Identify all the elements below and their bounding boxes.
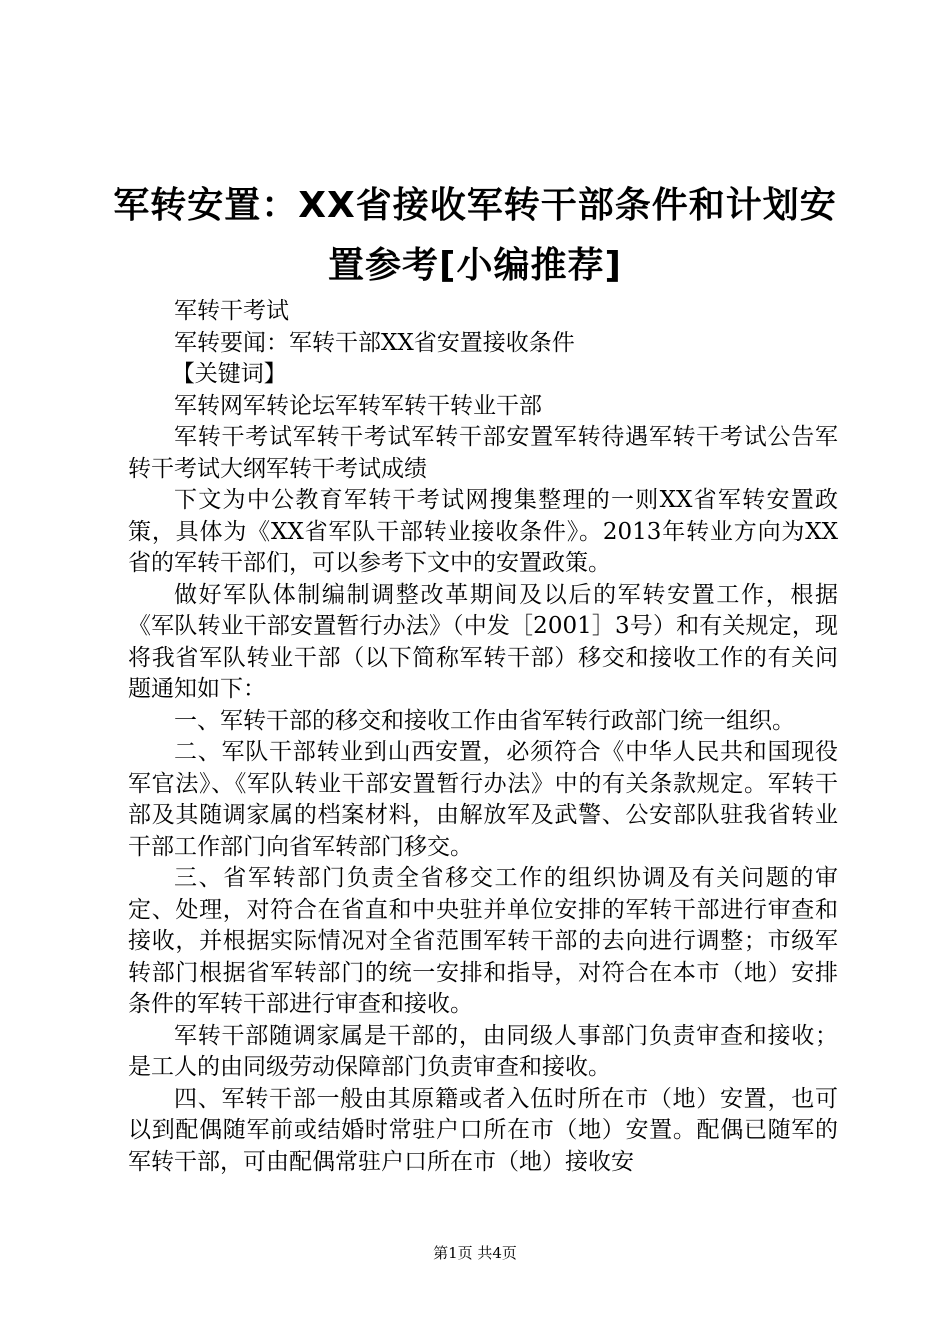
paragraph: 军转干部随调家属是干部的，由同级人事部门负责审查和接收；是工人的由同级劳动保障部门负责审查和接收。 — [128, 1022, 838, 1080]
paragraph: 军转要闻：军转干部XX省安置接收条件 — [174, 329, 575, 356]
document-title — [100, 176, 850, 296]
paragraph: 军转干考试军转干考试军转干部安置军转待遇军转干考试公告军转干考试大纲军转干考试成绩 — [128, 424, 838, 482]
paragraph: 三、省军转部门负责全省移交工作的组织协调及有关问题的审定、处理，对符合在省直和中央驻并单位安排的军转干部进行审查和接收，并根据实际情况对全省范围军转干部的去向进行调整；市级军转部门根据省军转部门的统一安排和指导，对符合在本市（地）安排条件的军转干部进行审查和接收。 — [128, 865, 838, 1017]
keyword-heading: 【关键词】 — [171, 361, 287, 387]
paragraph: 下文为中公教育军转干考试网搜集整理的一则XX省军转安置政策，具体为《XX省军队干部转业接收条件》。2013年转业方向为XX省的军转干部们，可以参考下文中的安置政策。 — [128, 487, 838, 576]
document-body — [128, 296, 838, 1178]
paragraph: 四、军转干部一般由其原籍或者入伍时所在市（地）安置，也可以到配偶随军前或结婚时常驻户口所在市（地）安置。配偶已随军的军转干部，可由配偶常驻户口所在市（地）接收安 — [128, 1085, 838, 1175]
paragraph: 军转网军转论坛军转军转干转业干部 — [174, 392, 542, 419]
paragraph: 一、军转干部的移交和接收工作由省军转行政部门统一组织。 — [174, 707, 795, 734]
paragraph: 军转干考试 — [174, 298, 289, 324]
paragraph: 做好军队体制编制调整改革期间及以后的军转安置工作，根据《军队转业干部安置暂行办法》（中发［2001］3号）和有关规定，现将我省军队转业干部（以下简称军转干部）移交和接收工作的有关问题通知如下： — [128, 581, 838, 702]
paragraph: 二、军队干部转业到山西安置，必须符合《中华人民共和国现役军官法》、《军队转业干部安置暂行办法》中的有关条款规定。军转干部及其随调家属的档案材料，由解放军及武警、公安部队驻我省转业干部工作部门向省军转部门移交。 — [128, 739, 838, 860]
page-footer: 第1页 共4页 — [433, 1244, 517, 1262]
title-line-2: 置参考[小编推荐] — [328, 245, 622, 286]
title-line-1: 军转安置：XX省接收军转干部条件和计划安 — [113, 185, 837, 226]
